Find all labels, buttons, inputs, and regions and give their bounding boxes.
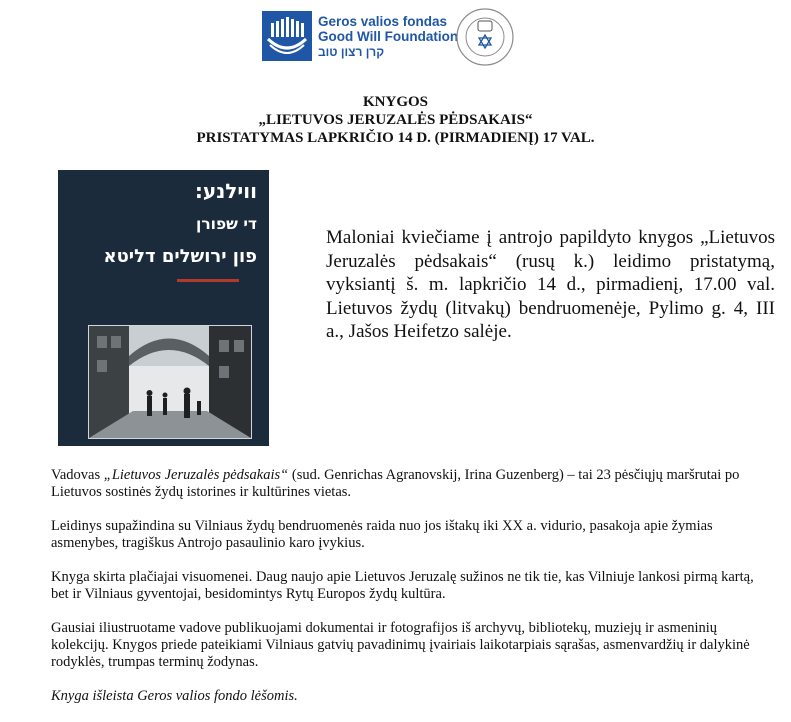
description-body xyxy=(51,467,754,705)
cover-title-line-1: ווילנע: xyxy=(194,179,257,203)
community-seal-icon xyxy=(455,7,515,67)
book-title-italic: „Lietuvos Jeruzalės pėdsakais“ xyxy=(103,467,289,483)
foundation-name-he: קרן רצון טוב xyxy=(318,45,385,59)
paragraph-1-rest: (sud. Genrichas Agranovskij, Irina Guzenberg) – tai 23 pėsčiųjų maršrutai po Lietuvos sostinės žydų istorines ir kultūrines vietas. xyxy=(51,467,740,500)
book-cover-image xyxy=(58,170,269,446)
heading-line-3: PRISTATYMAS LAPKRIČIO 14 D. (PIRMADIENĮ) 17 VAL. xyxy=(196,130,595,146)
good-will-foundation-logo-icon xyxy=(262,11,312,61)
invitation-text: Maloniai kviečiame į antrojo papildyto knygos „Lietuvos Jeruzalės pėdsakais“ (rusų k.) leidimo pristatymą, vyksiantį š. m. lapkričio 14 d., pirmadienį, 17.00 val. Lietuvos žydų (litvakų) bendruomenėje, Pylimo g. 4, III a., Jašos Heifetzo salėje. xyxy=(326,227,775,342)
paragraph-4: Gausiai iliustruotame vadove publikuojami dokumentai ir fotografijos iš archyvų, bibliotekų, muziejų ir asmeninių kolekcijų. Knygos priede pateikiami Vilniaus gatvių pavadinimų įvairiais laikotarpiais sąrašas, asmenvardžių ir dalykinė rodyklės, trumpas terminų žodynas. xyxy=(51,620,750,670)
paragraph-3: Knyga skirta plačiajai visuomenei. Daug naujo apie Lietuvos Jeruzalę sužinos ne tik tie, kas Vilniuje lankosi pirmą kartą, bet ir Vilniaus gyventojai, besidomintys Rytų Europos žydų kultūra. xyxy=(51,569,754,602)
paragraph-1-prefix: Vadovas xyxy=(51,467,104,483)
paragraph-2: Leidinys supažindina su Vilniaus žydų bendruomenės raida nuo jos ištakų iki XX a. vidurio, pasakoja apie žymias asmenybes, tragiškus Antrojo pasaulinio karo įvykius. xyxy=(51,518,713,551)
cover-title-line-2: די שפורן xyxy=(196,215,257,233)
funding-note: Knyga išleista Geros valios fondo lėšomis. xyxy=(51,688,298,704)
heading-line-1: KNYGOS xyxy=(362,94,428,110)
cover-title-line-3: פון ירושלים דליטא xyxy=(103,246,257,267)
foundation-name xyxy=(318,14,458,60)
foundation-name-en: Good Will Foundation xyxy=(318,29,459,44)
paragraph-1 xyxy=(51,467,754,501)
cover-red-line xyxy=(177,279,239,282)
cover-street-photo xyxy=(88,325,252,439)
event-heading xyxy=(0,93,791,147)
heading-line-2: „LIETUVOS JERUZALĖS PĖDSAKAIS“ xyxy=(258,112,533,128)
foundation-name-lt: Geros valios fondas xyxy=(318,14,448,29)
header-logos xyxy=(0,4,791,66)
